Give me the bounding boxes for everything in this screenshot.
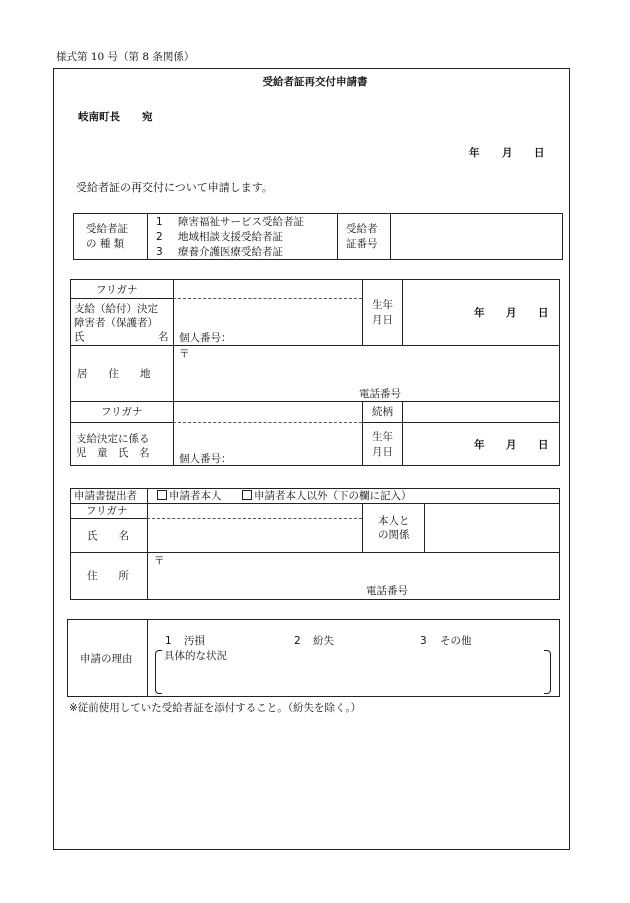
- child-birth-label-1: 生年: [372, 431, 393, 443]
- intro-text: 受給者証の再交付について申請します。: [76, 181, 273, 194]
- cert-option-2: 地域相談支援受給者証: [178, 231, 283, 243]
- applicant-address-field[interactable]: [192, 348, 552, 384]
- reason-option-num-1[interactable]: 1: [165, 635, 172, 647]
- cert-option-num-3: 3: [156, 246, 163, 258]
- applicant-birth-day: 日: [538, 307, 549, 319]
- applicant-name-label-3b: 名: [158, 331, 169, 343]
- submitter-relation-label-1: 本人と: [378, 515, 410, 527]
- cert-type-label-1: 受給者証: [86, 223, 128, 235]
- cert-type-label-2: の 種 類: [86, 238, 125, 250]
- submitter-relation-field[interactable]: [427, 506, 557, 550]
- submitter-option-self[interactable]: [157, 489, 222, 503]
- applicant-postal-mark: 〒: [179, 348, 190, 360]
- child-birth-year: 年: [474, 439, 485, 451]
- applicant-name-label-1: 支給（給付）決定: [74, 303, 158, 315]
- applicant-birth-year: 年: [474, 307, 485, 319]
- form-title: 受給者証再交付申請書: [262, 76, 368, 88]
- applicant-birth-label-2: 月日: [372, 314, 393, 326]
- detail-bracket-right: [544, 650, 551, 694]
- applicant-birth-label-1: 生年: [372, 299, 393, 311]
- checkbox-other[interactable]: [242, 490, 252, 500]
- submitter-address-field[interactable]: [168, 555, 556, 583]
- checkbox-self[interactable]: [157, 490, 167, 500]
- child-birth-day: 日: [538, 439, 549, 451]
- submitter-postal-mark: 〒: [154, 555, 165, 567]
- child-relation-field[interactable]: [405, 404, 557, 420]
- reason-option-3[interactable]: その他: [440, 635, 472, 647]
- applicant-name-label-3a: 氏: [74, 331, 85, 343]
- child-birth-month: 月: [506, 439, 517, 451]
- reason-detail-field[interactable]: [164, 663, 540, 691]
- child-name-label-2: 児 童 氏 名: [76, 447, 150, 459]
- cert-number-label-1: 受給者: [346, 223, 378, 235]
- form-number: 様式第 10 号（第 8 条関係）: [56, 51, 195, 63]
- submitter-name-field[interactable]: [150, 521, 360, 549]
- date-year: 年: [469, 147, 480, 159]
- child-birth-label-2: 月日: [372, 446, 393, 458]
- child-furigana-field[interactable]: [176, 404, 360, 420]
- submitter-header-label: 申請書提出者: [74, 490, 137, 502]
- applicant-name-label-2: 障害者（保護者）: [74, 317, 158, 329]
- cert-number-label-2: 証番号: [346, 238, 378, 250]
- reason-detail-label: 具体的な状況: [164, 650, 227, 662]
- date-day: 日: [534, 147, 545, 159]
- applicant-phone-label: 電話番号: [359, 388, 401, 400]
- applicant-furigana-field[interactable]: [176, 281, 360, 296]
- child-name-field[interactable]: [176, 425, 360, 451]
- attachment-note: ※従前使用していた受給者証を添付すること。（紛失を除く。）: [69, 702, 362, 714]
- submitter-option-other[interactable]: [242, 489, 412, 503]
- child-name-label-1: 支給決定に係る: [76, 433, 150, 445]
- submitter-name-label: 氏 名: [87, 530, 129, 542]
- addressee-honorific: 宛: [142, 111, 153, 123]
- cert-option-num-1: 1: [156, 216, 163, 228]
- reason-option-2[interactable]: 紛失: [313, 635, 334, 647]
- child-furigana-label: フリガナ: [101, 406, 143, 418]
- cert-option-num-2: 2: [156, 231, 163, 243]
- submitter-option-other-label: 申請者本人以外（下の欄に記入）: [254, 490, 412, 502]
- date-month: 月: [502, 147, 513, 159]
- submitter-furigana-field[interactable]: [150, 505, 360, 517]
- cert-option-3: 療養介護医療受給者証: [178, 246, 283, 258]
- child-relation-label: 続柄: [372, 406, 393, 418]
- reason-label: 申請の理由: [80, 653, 133, 665]
- submitter-phone-label: 電話番号: [366, 585, 408, 597]
- reason-option-num-2[interactable]: 2: [294, 635, 301, 647]
- applicant-birth-month: 月: [506, 307, 517, 319]
- cert-number-field[interactable]: [393, 216, 559, 257]
- reason-option-num-3[interactable]: 3: [420, 635, 427, 647]
- detail-bracket-left: [155, 650, 162, 694]
- submitter-relation-label-2: の関係: [378, 529, 410, 541]
- addressee-office: 岐南町長: [78, 111, 120, 123]
- applicant-mynumber-label: 個人番号：: [179, 332, 232, 344]
- reason-option-1[interactable]: 汚損: [184, 635, 205, 647]
- submitter-address-label: 住 所: [87, 570, 129, 582]
- cert-option-1: 障害福祉サービス受給者証: [178, 216, 304, 228]
- submitter-option-self-label: 申請者本人: [169, 490, 222, 502]
- submitter-furigana-label: フリガナ: [86, 505, 128, 517]
- applicant-name-field[interactable]: [176, 300, 360, 330]
- applicant-address-label: 居 住 地: [77, 368, 151, 380]
- child-mynumber-label: 個人番号：: [179, 453, 232, 465]
- applicant-furigana-label: フリガナ: [96, 284, 138, 296]
